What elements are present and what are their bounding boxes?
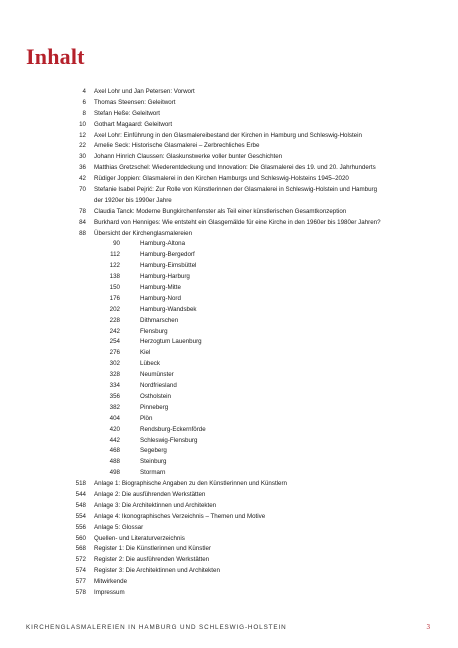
toc-page-number: 518 bbox=[75, 480, 86, 488]
toc-entry-title: Hamburg-Wandsbek bbox=[140, 305, 197, 313]
toc-page-number: 150 bbox=[109, 284, 120, 292]
toc-entry bbox=[0, 403, 458, 414]
toc-page-number: 334 bbox=[109, 382, 120, 390]
toc-entry bbox=[0, 523, 458, 534]
toc-entry-title: Stormarn bbox=[140, 469, 166, 477]
page-number: 3 bbox=[426, 623, 430, 631]
toc-page-number: 254 bbox=[109, 338, 120, 346]
toc-entry bbox=[0, 250, 458, 261]
toc-page-number: 577 bbox=[75, 578, 86, 586]
toc-page-number: 578 bbox=[75, 588, 86, 596]
toc-entry-title: Schleswig-Flensburg bbox=[140, 436, 198, 444]
toc-entry-title: Rendsburg-Eckernförde bbox=[140, 425, 206, 433]
toc-entry bbox=[0, 163, 458, 174]
toc-page-number: 488 bbox=[109, 458, 120, 466]
toc-page-number: 328 bbox=[109, 371, 120, 379]
toc-page-number: 112 bbox=[110, 251, 120, 259]
toc-page-number: 498 bbox=[109, 469, 120, 477]
toc-page-number: 468 bbox=[109, 447, 120, 455]
toc-entry bbox=[0, 272, 458, 283]
toc-page-number: 276 bbox=[109, 349, 120, 357]
toc-entry-title: Hamburg-Altona bbox=[140, 240, 186, 248]
toc-entry-title: Hamburg-Eimsbüttel bbox=[140, 262, 197, 270]
toc-page-number: 138 bbox=[109, 273, 120, 281]
toc-page-number: 42 bbox=[79, 175, 86, 183]
toc-page-number: 202 bbox=[109, 305, 120, 313]
toc-page-number: 10 bbox=[79, 120, 86, 128]
toc-page-number: 228 bbox=[109, 316, 120, 324]
toc-entry-title: Ostholstein bbox=[140, 392, 171, 400]
toc-entry bbox=[0, 185, 458, 196]
toc-entry bbox=[0, 131, 458, 142]
toc-entry bbox=[0, 229, 458, 240]
toc-entry-title: Stefanie Isabel Pejrić: Zur Rolle von Künstlerinnen der Glasmalerei in Schleswig-Holstein und Hamburg bbox=[94, 186, 378, 194]
toc-entry bbox=[0, 348, 458, 359]
toc-page-number: 404 bbox=[109, 414, 120, 422]
toc-entry-title: Register 2: Die ausführenden Werkstätten bbox=[94, 556, 210, 564]
toc-entry bbox=[0, 446, 458, 457]
toc-page-number: 4 bbox=[82, 88, 86, 95]
toc-entry-title: Herzogtum Lauenburg bbox=[140, 338, 202, 346]
toc-entry-title: Quellen- und Literaturverzeichnis bbox=[94, 534, 185, 542]
toc-page-number: 90 bbox=[113, 240, 120, 248]
toc-entry-title: Register 3: Die Architektinnen und Architekten bbox=[94, 567, 220, 575]
toc-entry-title: Register 1: Die Künstlerinnen und Künstler bbox=[94, 545, 211, 553]
toc-page-number: 78 bbox=[79, 207, 86, 215]
toc-entry-title: Johann Hinrich Claussen: Glaskunstwerke voller bunter Geschichten bbox=[94, 153, 283, 161]
toc-entry bbox=[0, 283, 458, 294]
toc-entry-title: Hamburg-Mitte bbox=[140, 284, 181, 292]
toc-entry bbox=[0, 490, 458, 501]
toc-entry bbox=[0, 501, 458, 512]
toc-entry bbox=[0, 457, 458, 468]
toc-page-number: 560 bbox=[75, 534, 86, 542]
toc-entry bbox=[0, 109, 458, 120]
toc-entry-title: der 1920er bis 1990er Jahre bbox=[94, 196, 172, 204]
toc-page-number: 420 bbox=[109, 425, 120, 433]
toc-entry-title: Stefan Heße: Geleitwort bbox=[94, 109, 161, 117]
toc-entry bbox=[0, 414, 458, 425]
toc-entry bbox=[0, 152, 458, 163]
toc-entry-title: Lübeck bbox=[140, 360, 160, 368]
toc-entry-title: Amelie Seck: Historische Glasmalerei – Zerbrechliches Erbe bbox=[94, 142, 260, 150]
toc-entry bbox=[0, 239, 458, 250]
toc-entry bbox=[0, 468, 458, 479]
toc-page-number: 88 bbox=[79, 229, 86, 237]
toc-page-number: 70 bbox=[79, 186, 86, 194]
toc-entry-title: Matthias Gretzschel: Wiederentdeckung und Innovation: Die Glasmalerei des 19. und 20. Jahrhunderts bbox=[94, 164, 376, 172]
toc-page-number: 442 bbox=[109, 436, 120, 444]
toc-page-number: 574 bbox=[75, 567, 86, 575]
toc-entry bbox=[0, 436, 458, 447]
toc-entry bbox=[0, 207, 458, 218]
toc-entry-title: Pinneberg bbox=[140, 403, 169, 411]
toc-entry-title: Kiel bbox=[140, 349, 151, 357]
toc-page-number: 302 bbox=[109, 360, 120, 368]
page-title: Inhalt bbox=[26, 44, 85, 69]
toc-page-number: 22 bbox=[79, 142, 86, 150]
toc-page-number: 30 bbox=[79, 153, 86, 161]
toc-entry bbox=[0, 87, 458, 98]
toc-entry-title: Steinburg bbox=[140, 458, 167, 466]
toc-entry-title: Neumünster bbox=[140, 371, 174, 379]
toc-entry bbox=[0, 141, 458, 152]
toc-entry bbox=[0, 381, 458, 392]
toc-entry bbox=[0, 544, 458, 555]
toc-entry bbox=[0, 512, 458, 523]
toc-page-number: 548 bbox=[75, 501, 86, 509]
toc-page-number: 554 bbox=[75, 512, 86, 520]
toc-entry-title: Plön bbox=[140, 414, 153, 422]
toc-entry bbox=[0, 98, 458, 109]
toc-entry bbox=[0, 392, 458, 403]
toc-page-number: 382 bbox=[109, 403, 120, 411]
toc-entry bbox=[0, 566, 458, 577]
toc-entry bbox=[0, 120, 458, 131]
toc-entry bbox=[0, 174, 458, 185]
toc-entry-title: Flensburg bbox=[140, 327, 168, 335]
toc-entry bbox=[0, 196, 458, 207]
toc-entry bbox=[0, 305, 458, 316]
toc-entry-title: Anlage 5: Glossar bbox=[94, 523, 144, 531]
toc-page-number: 544 bbox=[75, 490, 86, 498]
toc-entry-title: Hamburg-Nord bbox=[140, 294, 181, 302]
toc-entry-title: Impressum bbox=[94, 588, 125, 596]
toc-entry-title: Übersicht der Kirchenglasmalereien bbox=[94, 229, 193, 237]
toc-entry-title: Segeberg bbox=[140, 447, 167, 455]
toc-entry-title: Rüdiger Joppien: Glasmalerei in den Kirchen Hamburgs und Schleswig-Holsteins 1945–2020 bbox=[94, 175, 349, 183]
toc-entry-title: Claudia Tanck: Moderne Bungkirchenfenster als Teil einer künstlerischen Gesamtkonzeption bbox=[94, 207, 347, 215]
toc-entry bbox=[0, 327, 458, 338]
toc-entry-title: Mitwirkende bbox=[94, 578, 128, 586]
toc-entry bbox=[0, 218, 458, 229]
toc-entry-title: Anlage 2: Die ausführenden Werkstätten bbox=[94, 490, 206, 498]
toc-page-number: 242 bbox=[109, 327, 120, 335]
toc-entry-title: Hamburg-Harburg bbox=[140, 273, 190, 281]
toc-entry-title: Burkhard von Henniges: Wie entsteht ein Glasgemälde für eine Kirche in den 1960er bis 1980er Jahren? bbox=[94, 218, 381, 226]
toc-page-number: 176 bbox=[109, 294, 120, 302]
toc-entry bbox=[0, 337, 458, 348]
toc-entry-title: Axel Lohr und Jan Petersen: Vorwort bbox=[94, 88, 195, 95]
toc-entry bbox=[0, 555, 458, 566]
toc-page-number: 12 bbox=[79, 131, 86, 139]
footer-book-title: KIRCHENGLASMALEREIEN IN HAMBURG UND SCHLESWIG-HOLSTEIN bbox=[26, 624, 287, 631]
toc-page-number: 568 bbox=[75, 545, 86, 553]
toc-entry bbox=[0, 577, 458, 588]
toc-entry-title: Thomas Steensen: Geleitwort bbox=[94, 98, 176, 106]
toc-entry-title: Axel Lohr: Einführung in den Glasmalereibestand der Kirchen in Hamburg und Schleswig-Holstein bbox=[94, 131, 362, 139]
toc-entry bbox=[0, 294, 458, 305]
toc-page-number: 8 bbox=[82, 109, 86, 117]
toc-page-number: 356 bbox=[109, 392, 120, 400]
toc-entry bbox=[0, 370, 458, 381]
table-of-contents bbox=[0, 87, 458, 599]
toc-entry bbox=[0, 479, 458, 490]
toc-page-number: 6 bbox=[82, 98, 86, 106]
toc-page-number: 122 bbox=[109, 262, 120, 270]
toc-entry bbox=[0, 588, 458, 599]
toc-page-number: 572 bbox=[75, 556, 86, 564]
toc-page-number: 84 bbox=[79, 218, 86, 226]
toc-entry bbox=[0, 425, 458, 436]
toc-entry-title: Nordfriesland bbox=[140, 382, 177, 390]
toc-entry-title: Anlage 3: Die Architektinnen und Architekten bbox=[94, 501, 217, 509]
toc-entry-title: Anlage 1: Biographische Angaben zu den Künstlerinnen und Künstlern bbox=[94, 480, 287, 488]
toc-page-number: 556 bbox=[75, 523, 86, 531]
toc-entry-title: Dithmarschen bbox=[140, 316, 179, 324]
toc-entry-title: Gothart Magaard: Geleitwort bbox=[94, 120, 173, 128]
toc-entry bbox=[0, 359, 458, 370]
toc-entry bbox=[0, 261, 458, 272]
toc-entry-title: Anlage 4: Ikonographisches Verzeichnis – Themen und Motive bbox=[94, 512, 266, 520]
toc-entry-title: Hamburg-Bergedorf bbox=[140, 251, 195, 259]
toc-page-number: 36 bbox=[79, 164, 86, 172]
toc-entry bbox=[0, 316, 458, 327]
toc-entry bbox=[0, 534, 458, 545]
